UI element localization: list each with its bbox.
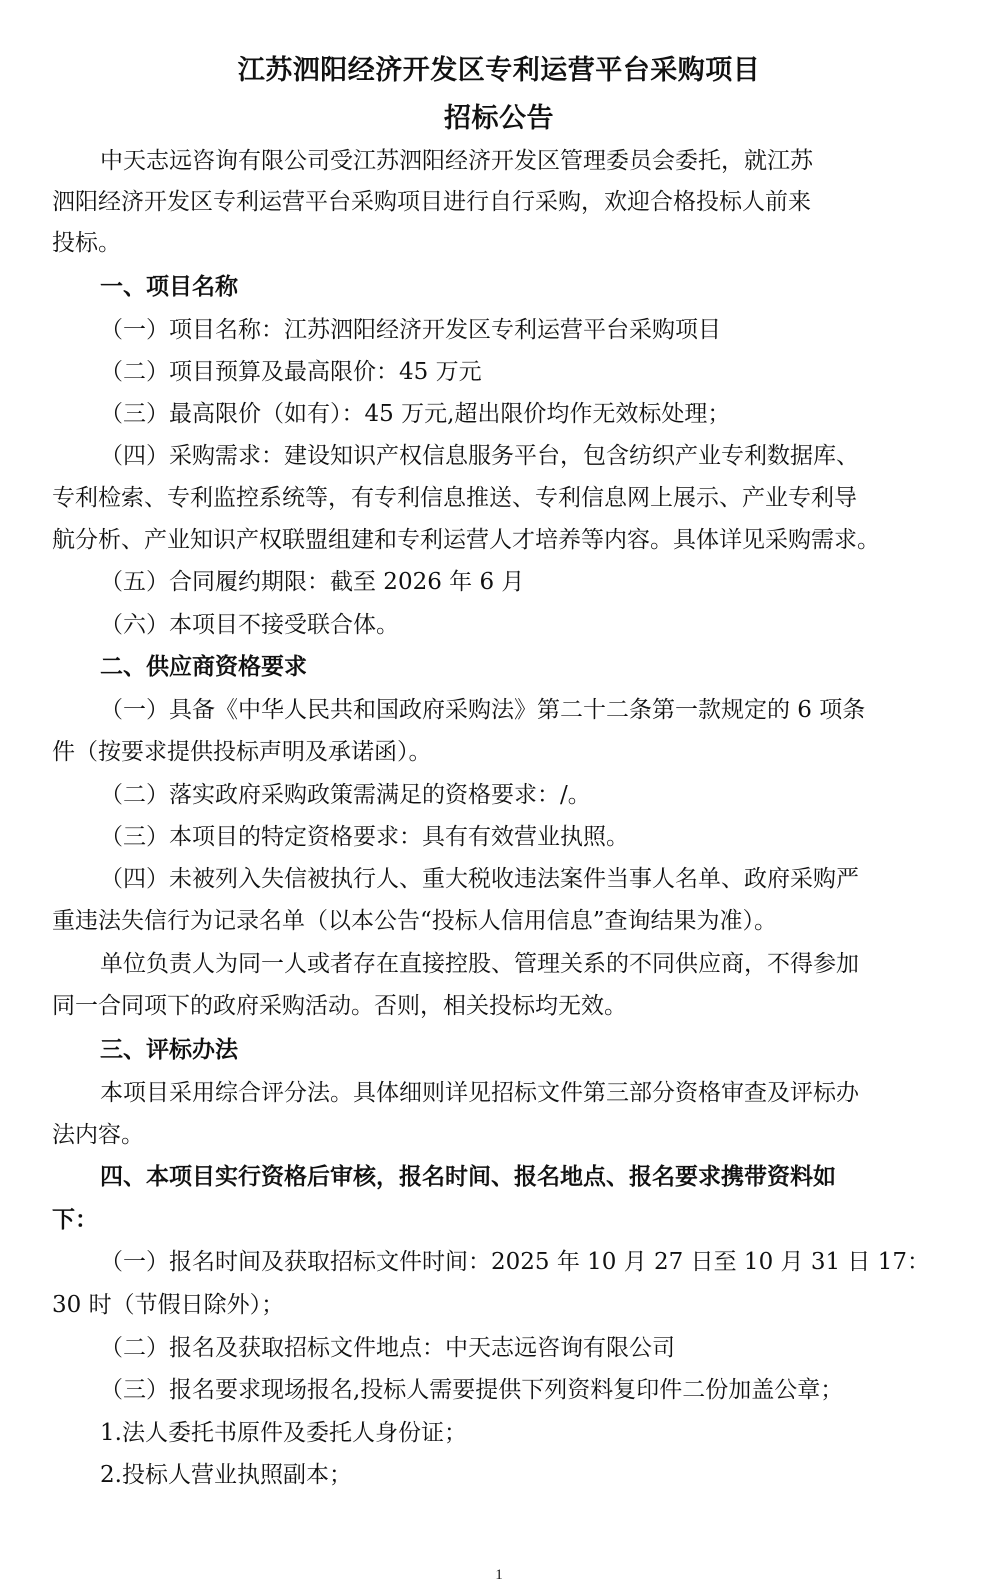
list-item: 2.投标人营业执照副本；	[100, 1462, 352, 1488]
paragraph-line: （三）报名要求现场报名,投标人需要提供下列资料复印件二份加盖公章；	[100, 1377, 844, 1403]
section-heading-3: 三、评标办法	[100, 1037, 238, 1063]
paragraph-line: （三）最高限价（如有）：45 万元,超出限价均作无效标处理；	[100, 401, 731, 427]
section-heading-1: 一、项目名称	[100, 274, 238, 300]
paragraph-line: 专利检索、专利监控系统等，有专利信息推送、专利信息网上展示、产业专利导	[52, 485, 857, 511]
paragraph-line: 航分析、产业知识产权联盟组建和专利运营人才培养等内容。具体详见采购需求。	[52, 527, 880, 553]
paragraph-line: （三）本项目的特定资格要求：具有有效营业执照。	[100, 824, 629, 850]
intro-line: 中天志远咨询有限公司受江苏泗阳经济开发区管理委员会委托，就江苏	[100, 148, 813, 174]
paragraph-line: （一）具备《中华人民共和国政府采购法》第二十二条第一款规定的 6 项条	[100, 697, 866, 723]
paragraph-line: 重违法失信行为记录名单（以本公告“投标人信用信息”查询结果为准）。	[52, 908, 778, 934]
paragraph-line: （二）报名及获取招标文件地点：中天志远咨询有限公司	[100, 1335, 675, 1361]
paragraph-line: 法内容。	[52, 1122, 144, 1148]
document-title: 江苏泗阳经济开发区专利运营平台采购项目	[237, 55, 761, 86]
intro-line: 泗阳经济开发区专利运营平台采购项目进行自行采购，欢迎合格投标人前来	[52, 189, 811, 215]
paragraph-line: （二）项目预算及最高限价：45 万元	[100, 359, 482, 385]
paragraph-line: （二）落实政府采购政策需满足的资格要求：/。	[100, 782, 591, 808]
section-heading-4: 四、本项目实行资格后审核，报名时间、报名地点、报名要求携带资料如	[100, 1164, 836, 1190]
paragraph-line: （六）本项目不接受联合体。	[100, 612, 399, 638]
paragraph-line: 单位负责人为同一人或者存在直接控股、管理关系的不同供应商，不得参加	[100, 951, 859, 977]
section-heading-2: 二、供应商资格要求	[100, 654, 307, 680]
paragraph-line: （四）采购需求：建设知识产权信息服务平台，包含纺织产业专利数据库、	[100, 443, 859, 469]
document-subtitle: 招标公告	[444, 103, 554, 134]
paragraph-line: 30 时（节假日除外）；	[52, 1292, 285, 1318]
paragraph-line: （一）报名时间及获取招标文件时间：2025 年 10 月 27 日至 10 月 31 日 17：	[100, 1249, 930, 1275]
paragraph-line: （四）未被列入失信被执行人、重大税收违法案件当事人名单、政府采购严	[100, 866, 859, 892]
list-item: 1.法人委托书原件及委托人身份证；	[100, 1420, 467, 1446]
paragraph-line: 同一合同项下的政府采购活动。否则，相关投标均无效。	[52, 993, 627, 1019]
paragraph-line: （五）合同履约期限：截至 2026 年 6 月	[100, 569, 525, 595]
section-heading-4-cont: 下：	[52, 1207, 98, 1233]
paragraph-line: 件（按要求提供投标声明及承诺函）。	[52, 739, 432, 765]
paragraph-line: （一）项目名称：江苏泗阳经济开发区专利运营平台采购项目	[100, 317, 721, 343]
page-number: 1	[495, 1567, 503, 1583]
intro-line: 投标。	[52, 230, 121, 256]
paragraph-line: 本项目采用综合评分法。具体细则详见招标文件第三部分资格审查及评标办	[100, 1080, 859, 1106]
